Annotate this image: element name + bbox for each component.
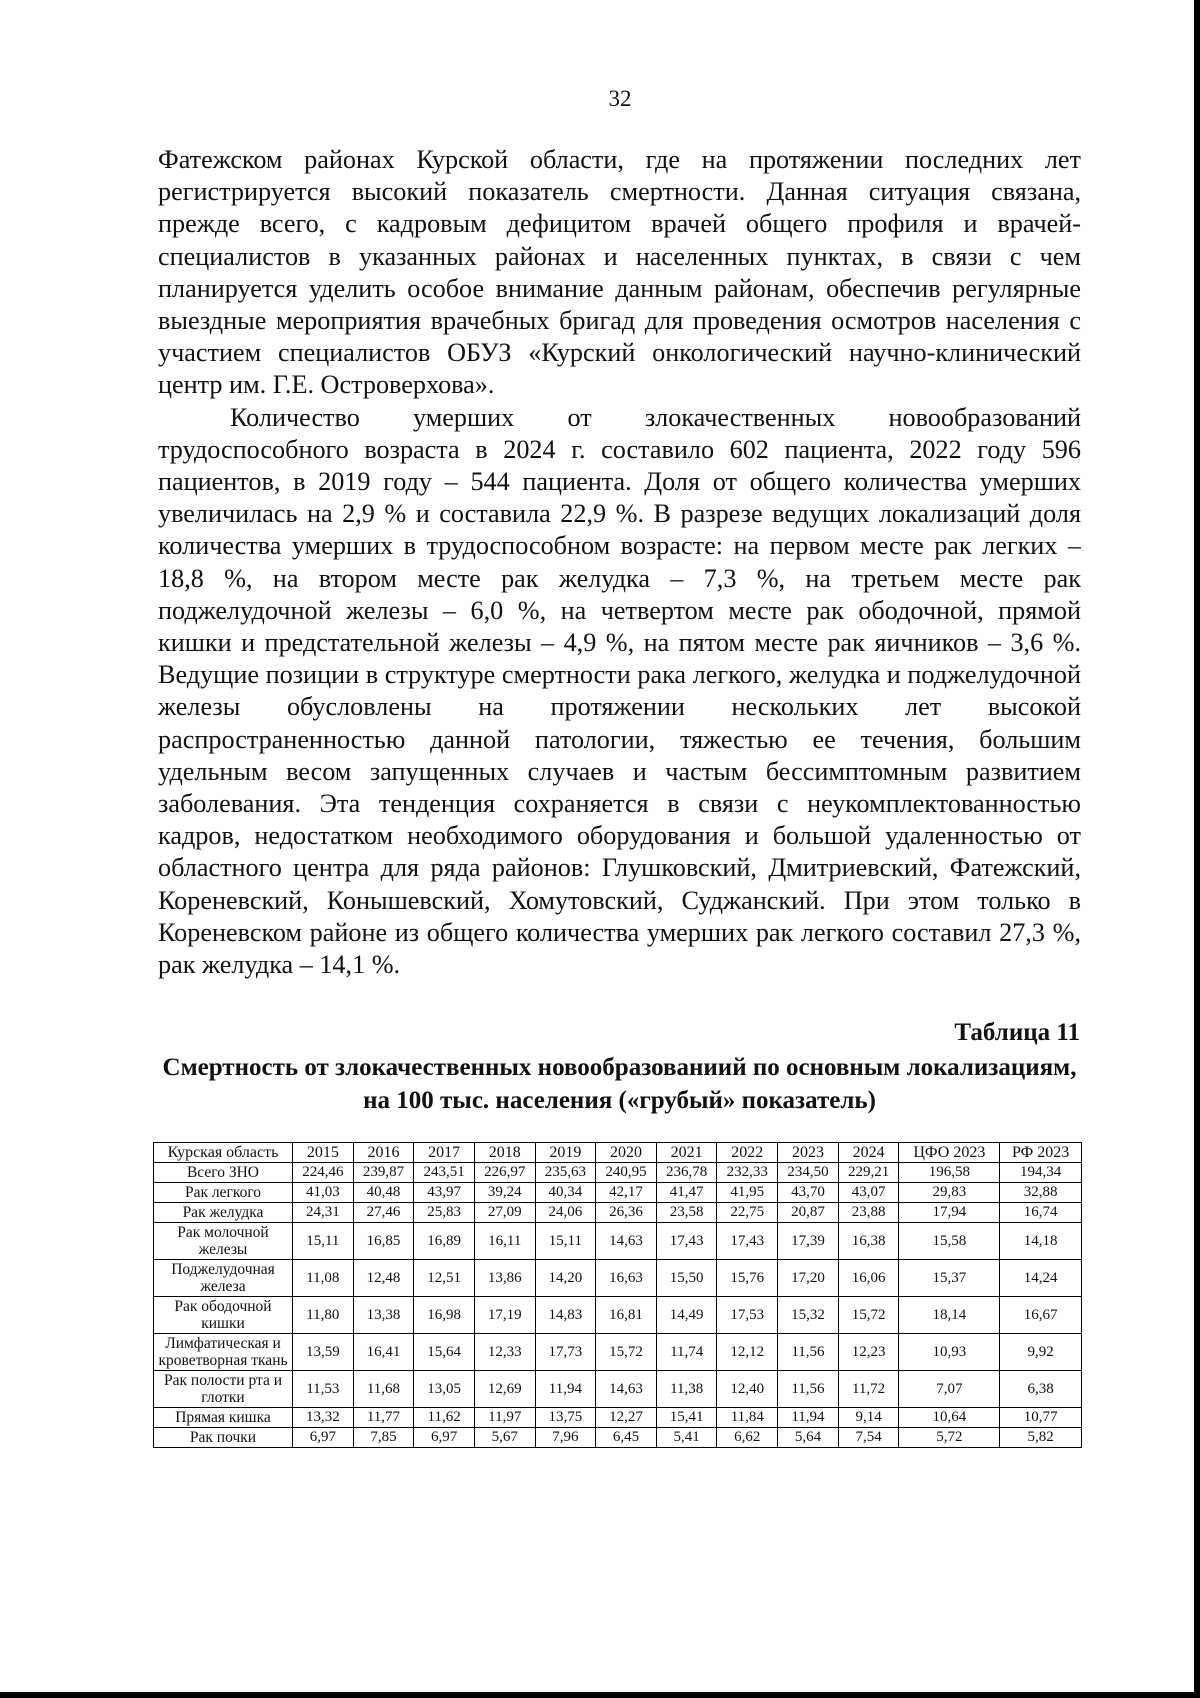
row-label: Всего ЗНО — [154, 1163, 293, 1183]
table-cell: 6,45 — [596, 1428, 657, 1448]
table-cell: 43,70 — [778, 1183, 839, 1203]
table-cell: 12,69 — [474, 1371, 535, 1408]
table-cell: 20,87 — [778, 1203, 839, 1223]
table-cell: 12,51 — [414, 1260, 475, 1297]
table-cell: 12,48 — [353, 1260, 414, 1297]
table-cell: 15,11 — [535, 1223, 596, 1260]
table-cell: 11,94 — [778, 1408, 839, 1428]
table-cell: 17,43 — [656, 1223, 717, 1260]
table-cell: 235,63 — [535, 1163, 596, 1183]
header-cell-cfo: ЦФО 2023 — [899, 1143, 1000, 1163]
table-cell: 23,88 — [838, 1203, 899, 1223]
table-row — [154, 1163, 1082, 1183]
table-cell: 7,85 — [353, 1428, 414, 1448]
table-cell: 16,63 — [596, 1260, 657, 1297]
table-cell: 15,50 — [656, 1260, 717, 1297]
table-cell: 17,20 — [778, 1260, 839, 1297]
table-body — [154, 1163, 1082, 1448]
table-cell: 11,84 — [717, 1408, 778, 1428]
table-cell: 11,38 — [656, 1371, 717, 1408]
table-cell: 43,97 — [414, 1183, 475, 1203]
table-cell: 6,62 — [717, 1428, 778, 1448]
table-cell: 229,21 — [838, 1163, 899, 1183]
table-cell: 14,83 — [535, 1297, 596, 1334]
table-cell: 11,77 — [353, 1408, 414, 1428]
table-cell: 32,88 — [1000, 1183, 1082, 1203]
table-cell: 15,76 — [717, 1260, 778, 1297]
table-cell: 29,83 — [899, 1183, 1000, 1203]
table-cell: 12,12 — [717, 1334, 778, 1371]
table-cell: 226,97 — [474, 1163, 535, 1183]
table-cell: 41,03 — [293, 1183, 354, 1203]
table-cell: 5,67 — [474, 1428, 535, 1448]
row-label: Рак молочной железы — [154, 1223, 293, 1260]
table-cell: 11,53 — [293, 1371, 354, 1408]
table-cell: 240,95 — [596, 1163, 657, 1183]
table-cell: 17,43 — [717, 1223, 778, 1260]
table-cell: 13,75 — [535, 1408, 596, 1428]
table-cell: 13,86 — [474, 1260, 535, 1297]
table-row — [154, 1260, 1082, 1297]
table-cell: 22,75 — [717, 1203, 778, 1223]
mortality-table — [153, 1142, 1082, 1448]
table-cell: 11,08 — [293, 1260, 354, 1297]
table-row — [154, 1334, 1082, 1371]
table-cell: 16,06 — [838, 1260, 899, 1297]
table-header-row — [154, 1143, 1082, 1163]
table-cell: 11,72 — [838, 1371, 899, 1408]
table-cell: 27,46 — [353, 1203, 414, 1223]
table-cell: 5,82 — [1000, 1428, 1082, 1448]
table-cell: 17,19 — [474, 1297, 535, 1334]
table-row — [154, 1408, 1082, 1428]
table-cell: 16,85 — [353, 1223, 414, 1260]
table-cell: 7,96 — [535, 1428, 596, 1448]
table-cell: 41,47 — [656, 1183, 717, 1203]
table-cell: 17,39 — [778, 1223, 839, 1260]
table-cell: 11,56 — [778, 1334, 839, 1371]
table-cell: 236,78 — [656, 1163, 717, 1183]
table-cell: 40,48 — [353, 1183, 414, 1203]
table-cell: 243,51 — [414, 1163, 475, 1183]
table-cell: 40,34 — [535, 1183, 596, 1203]
header-cell-year: 2022 — [717, 1143, 778, 1163]
header-cell-year: 2021 — [656, 1143, 717, 1163]
table-cell: 16,38 — [838, 1223, 899, 1260]
row-label: Рак полости рта и глотки — [154, 1371, 293, 1408]
table-cell: 12,27 — [596, 1408, 657, 1428]
table-cell: 23,58 — [656, 1203, 717, 1223]
table-cell: 17,73 — [535, 1334, 596, 1371]
table-cell: 11,62 — [414, 1408, 475, 1428]
table-cell: 232,33 — [717, 1163, 778, 1183]
table-cell: 13,38 — [353, 1297, 414, 1334]
table-cell: 12,23 — [838, 1334, 899, 1371]
table-cell: 15,58 — [899, 1223, 1000, 1260]
table-cell: 13,32 — [293, 1408, 354, 1428]
row-label: Рак почки — [154, 1428, 293, 1448]
table-cell: 5,64 — [778, 1428, 839, 1448]
table-cell: 24,31 — [293, 1203, 354, 1223]
table-cell: 6,97 — [293, 1428, 354, 1448]
table-cell: 15,37 — [899, 1260, 1000, 1297]
table-cell: 25,83 — [414, 1203, 475, 1223]
table-cell: 11,56 — [778, 1371, 839, 1408]
table-cell: 12,33 — [474, 1334, 535, 1371]
table-cell: 16,67 — [1000, 1297, 1082, 1334]
table-title: Смертность от злокачественных новообразованиий по основным локализациям, на 100 тыс. населения («грубый» показатель) — [162, 1054, 1077, 1114]
header-cell-region: Курская область — [154, 1143, 293, 1163]
table-cell: 14,24 — [1000, 1260, 1082, 1297]
table-cell: 14,20 — [535, 1260, 596, 1297]
table-row — [154, 1223, 1082, 1260]
table-cell: 16,81 — [596, 1297, 657, 1334]
table-cell: 15,72 — [596, 1334, 657, 1371]
table-cell: 39,24 — [474, 1183, 535, 1203]
table-row — [154, 1183, 1082, 1203]
table-cell: 15,11 — [293, 1223, 354, 1260]
table-cell: 16,41 — [353, 1334, 414, 1371]
paragraph-1: Фатежском районах Курской области, где на протяжении последних лет регистрируется высокий показатель смертности. Данная ситуация связана, прежде всего, с кадровым дефицитом врачей общего профиля и врачей-специалистов в указанных районах и населенных пунктах, в связи с чем планируется уделить особое внимание данным районам, обеспечив регулярные выездные мероприятия врачебных бригад для проведения осмотров населения с участием специалистов ОБУЗ «Курский онкологический научно-клинический центр им. Г.Е. Островерхова». — [158, 145, 1081, 400]
table-cell: 11,94 — [535, 1371, 596, 1408]
table-row — [154, 1371, 1082, 1408]
table-cell: 17,53 — [717, 1297, 778, 1334]
table-cell: 11,80 — [293, 1297, 354, 1334]
table-cell: 9,92 — [1000, 1334, 1082, 1371]
table-label: Таблица 11 — [954, 1019, 1080, 1046]
table-cell: 18,14 — [899, 1297, 1000, 1334]
header-cell-year: 2024 — [838, 1143, 899, 1163]
table-cell: 15,41 — [656, 1408, 717, 1428]
table-cell: 24,06 — [535, 1203, 596, 1223]
table-cell: 11,74 — [656, 1334, 717, 1371]
row-label: Рак легкого — [154, 1183, 293, 1203]
table-cell: 14,63 — [596, 1371, 657, 1408]
header-cell-rf: РФ 2023 — [1000, 1143, 1082, 1163]
table-cell: 11,97 — [474, 1408, 535, 1428]
table-cell: 15,32 — [778, 1297, 839, 1334]
table-cell: 239,87 — [353, 1163, 414, 1183]
table-cell: 10,77 — [1000, 1408, 1082, 1428]
header-cell-year: 2020 — [596, 1143, 657, 1163]
table-cell: 17,94 — [899, 1203, 1000, 1223]
table-cell: 5,72 — [899, 1428, 1000, 1448]
table-cell: 5,41 — [656, 1428, 717, 1448]
table-cell: 14,49 — [656, 1297, 717, 1334]
header-cell-year: 2018 — [474, 1143, 535, 1163]
table-cell: 27,09 — [474, 1203, 535, 1223]
table-cell: 15,72 — [838, 1297, 899, 1334]
table-cell: 14,63 — [596, 1223, 657, 1260]
header-cell-year: 2016 — [353, 1143, 414, 1163]
table-cell: 11,68 — [353, 1371, 414, 1408]
table-cell: 7,54 — [838, 1428, 899, 1448]
table-cell: 16,74 — [1000, 1203, 1082, 1223]
header-cell-year: 2019 — [535, 1143, 596, 1163]
table-row — [154, 1428, 1082, 1448]
table-cell: 234,50 — [778, 1163, 839, 1183]
table-cell: 12,40 — [717, 1371, 778, 1408]
table-cell: 10,93 — [899, 1334, 1000, 1371]
table-cell: 15,64 — [414, 1334, 475, 1371]
table-cell: 7,07 — [899, 1371, 1000, 1408]
table-cell: 6,97 — [414, 1428, 475, 1448]
table-cell: 26,36 — [596, 1203, 657, 1223]
header-cell-year: 2023 — [778, 1143, 839, 1163]
table-row — [154, 1203, 1082, 1223]
row-label: Рак желудка — [154, 1203, 293, 1223]
table-cell: 43,07 — [838, 1183, 899, 1203]
table-cell: 13,59 — [293, 1334, 354, 1371]
table-row — [154, 1297, 1082, 1334]
row-label: Прямая кишка — [154, 1408, 293, 1428]
table-cell: 194,34 — [1000, 1163, 1082, 1183]
table-cell: 13,05 — [414, 1371, 475, 1408]
row-label: Поджелудочная железа — [154, 1260, 293, 1297]
table-cell: 16,89 — [414, 1223, 475, 1260]
table-cell: 41,95 — [717, 1183, 778, 1203]
table-cell: 10,64 — [899, 1408, 1000, 1428]
page-number: 32 — [608, 86, 632, 111]
table-cell: 42,17 — [596, 1183, 657, 1203]
table-cell: 14,18 — [1000, 1223, 1082, 1260]
header-cell-year: 2017 — [414, 1143, 475, 1163]
scan-edge-right — [1194, 0, 1200, 1698]
paragraph-2: Количество умерших от злокачественных новообразований трудоспособного возраста в 2024 г. составило 602 пациента, 2022 году 596 пациентов, в 2019 году – 544 пациента. Доля от общего количества умерших увеличилась на 2,9 % и составила 22,9 %. В разрезе ведущих локализаций доля количества умерших в трудоспособном возрасте: на первом месте рак легких – 18,8 %, на втором месте рак желудка – 7,3 %, на третьем месте рак поджелудочной железы – 6,0 %, на четвертом месте рак ободочной, прямой кишки и предстательной железы – 4,9 %, на пятом месте рак яичников – 3,6 %. Ведущие позиции в структуре смертности рака легкого, желудка и поджелудочной железы обусловлены на протяжении нескольких лет высокой распространенностью данной патологии, тяжестью ее течения, большим удельным весом запущенных случаев и частым бессимптомным развитием заболевания. Эта тенденция сохраняется в связи с неукомплектованностью кадров, недостатком необходимого оборудования и большой удаленностью от областного центра для ряда районов: Глушковский, Дмитриевский, Фатежский, Кореневский, Конышевский, Хомутовский, Суджанский. При этом только в Кореневском районе из общего количества умерших рак легкого составил 27,3 %, рак желудка – 14,1 %. — [158, 402, 1081, 980]
row-label: Рак ободочной кишки — [154, 1297, 293, 1334]
table-cell: 196,58 — [899, 1163, 1000, 1183]
header-cell-year: 2015 — [293, 1143, 354, 1163]
table-cell: 16,11 — [474, 1223, 535, 1260]
row-label: Лимфатическая и кроветворная ткань — [154, 1334, 293, 1371]
scan-edge-bottom — [0, 1692, 1200, 1698]
table-cell: 16,98 — [414, 1297, 475, 1334]
table-cell: 9,14 — [838, 1408, 899, 1428]
table-cell: 224,46 — [293, 1163, 354, 1183]
table-cell: 6,38 — [1000, 1371, 1082, 1408]
body-text — [158, 144, 1081, 981]
